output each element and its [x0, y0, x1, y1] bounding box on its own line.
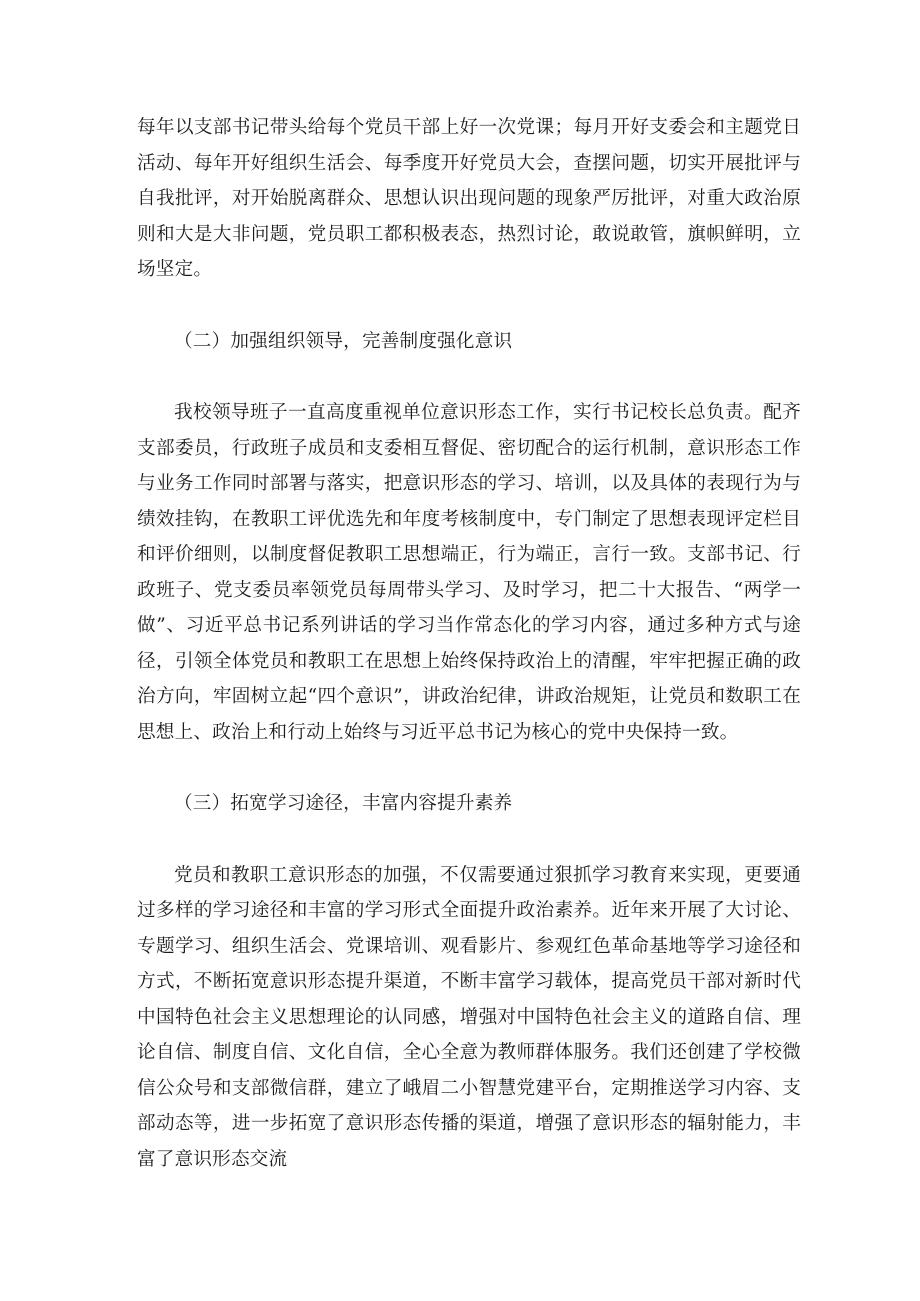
- paragraph-section-3: 党员和教职工意识形态的加强，不仅需要通过狠抓学习教育来实现，更要通过多样的学习途径和丰富的学习形式全面提升政治素养。近年来开展了大讨论、专题学习、组织生活会、党课培训、观看影片、参观红色革命基地等学习途径和方式，不断拓宽意识形态提升渠道，不断丰富学习载体，提高党员干部对新时代中国特色社会主义思想理论的认同感，增强对中国特色社会主义的道路自信、理论自信、制度自信、文化自信，全心全意为教师群体服务。我们还创建了学校微信公众号和支部微信群，建立了峨眉二小智慧党建平台，定期推送学习内容、支部动态等，进一步拓宽了意识形态传播的渠道，增强了意识形态的辐射能力，丰富了意识形态交流: [137, 864, 801, 1170]
- document-body: [137, 110, 801, 1177]
- spacer: [137, 750, 801, 786]
- paragraph-continuation: 每年以支部书记带头给每个党员干部上好一次党课；每月开好支委会和主题党日活动、每年开好组织生活会、每季度开好党员大会，查摆问题，切实开展批评与自我批评，对开始脱离群众、思想认识出现问题的现象严厉批评，对重大政治原则和大是大非问题，党员职工都积极表态，热烈讨论，敢说敢管，旗帜鲜明，立场坚定。: [137, 117, 801, 280]
- spacer: [137, 359, 801, 395]
- spacer: [137, 288, 801, 324]
- spacer: [137, 822, 801, 858]
- paragraph-section-2: 我校领导班子一直高度重视单位意识形态工作，实行书记校长总负责。配齐支部委员，行政班子成员和支委相互督促、密切配合的运行机制，意识形态工作与业务工作同时部署与落实，把意识形态的学习、培训，以及具体的表现行为与绩效挂钩，在教职工评优选先和年度考核制度中，专门制定了思想表现评定栏目和评价细则，以制度督促教职工思想端正，行为端正，言行一致。支部书记、行政班子、党支委员率领党员每周带头学习、及时学习，把二十大报告、“两学一做”、习近平总书记系列讲话的学习当作常态化的学习内容，通过多种方式与途径，引领全体党员和教职工在思想上始终保持政治上的清醒，牢牢把握正确的政治方向，牢固树立起“四个意识”，讲政治纪律，讲政治规矩，让党员和数职工在思想上、政治上和行动上始终与习近平总书记为核心的党中央保持一致。: [137, 402, 801, 743]
- section-heading-3: （三）拓宽学习途径，丰富内容提升素养: [174, 793, 513, 814]
- section-heading-2: （二）加强组织领导，完善制度强化意识: [174, 330, 513, 352]
